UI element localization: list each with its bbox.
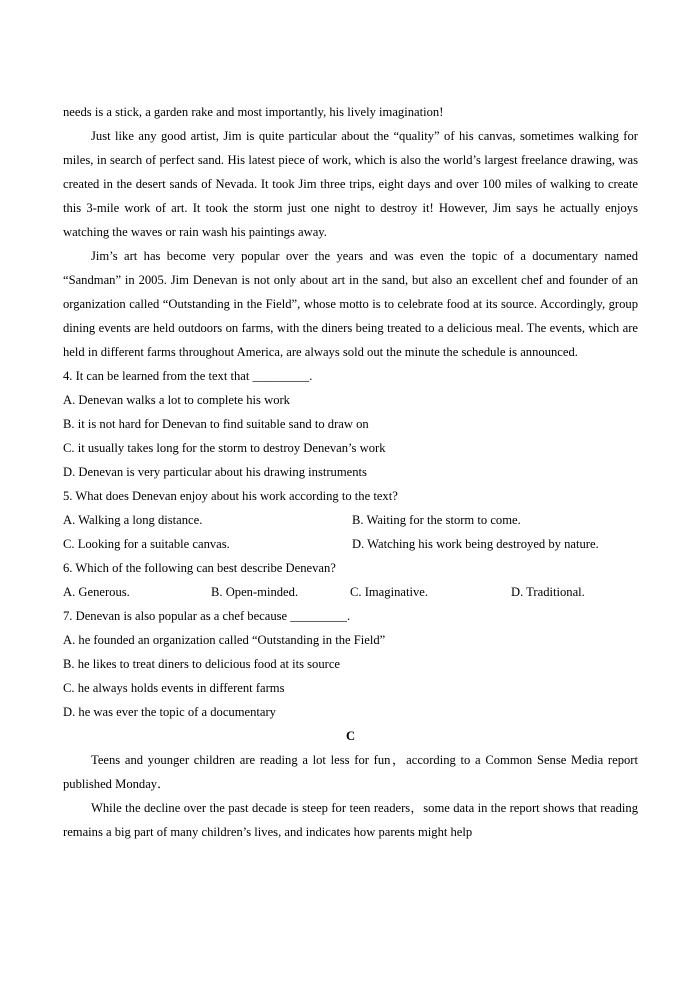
option-c: C. Imaginative. <box>350 585 428 599</box>
option-c: C. it usually takes long for the storm to destroy Denevan’s work <box>63 441 386 455</box>
option-d: D. Denevan is very particular about his drawing instruments <box>63 465 367 479</box>
option-c: C. he always holds events in different farms <box>63 681 285 695</box>
document-page <box>63 100 638 844</box>
question-stem: 7. Denevan is also popular as a chef because _________. <box>63 609 351 623</box>
option-row <box>63 532 638 556</box>
passage-c-paragraph-1: Teens and younger children are reading a lot less for fun，according to a Common Sense Media report published Monday． <box>63 753 638 791</box>
option-b: B. he likes to treat diners to delicious food at its source <box>63 657 341 671</box>
option-b: B. Waiting for the storm to come. <box>352 513 521 527</box>
option-row <box>63 508 638 532</box>
question-7 <box>63 604 638 724</box>
option-a: A. he founded an organization called “Outstanding in the Field” <box>63 633 386 647</box>
question-stem: 4. It can be learned from the text that _________. <box>63 369 313 383</box>
option-d: D. he was ever the topic of a documentary <box>63 705 276 719</box>
option-row <box>63 580 638 604</box>
option-d: D. Traditional. <box>511 585 585 599</box>
option-a: A. Walking a long distance. <box>63 513 203 527</box>
option-c: C. Looking for a suitable canvas. <box>63 537 230 551</box>
passage-b-paragraph-2: Jim’s art has become very popular over the years and was even the topic of a documentary named “Sandman” in 2005. Jim Denevan is not only about art in the sand, but also an excellent chef and founder of an organization called “Outstanding in the Field”, whose motto is to celebrate food at its source. Accordingly, group dining events are held outdoors on farms, with the diners being treated to a delicious meal. The events, which are held in different farms throughout America, are always sold out the minute the schedule is announced. <box>63 249 638 359</box>
question-4 <box>63 364 638 484</box>
question-6 <box>63 556 638 604</box>
question-stem: 5. What does Denevan enjoy about his work according to the text? <box>63 489 398 503</box>
option-a: A. Denevan walks a lot to complete his work <box>63 393 290 407</box>
option-d: D. Watching his work being destroyed by nature. <box>352 537 599 551</box>
option-a: A. Generous. <box>63 585 130 599</box>
passage-b-paragraph-1: Just like any good artist, Jim is quite particular about the “quality” of his canvas, sometimes walking for miles, in search of perfect sand. His latest piece of work, which is also the world’s largest freelance drawing, was created in the desert sands of Nevada. It took Jim three trips, eight days and over 100 miles of walking to create this 3-mile work of art. It took the storm just one night to destroy it! However, Jim says he actually enjoys watching the waves or rain wash his paintings away. <box>63 129 638 239</box>
question-stem: 6. Which of the following can best describe Denevan? <box>63 561 336 575</box>
passage-b-paragraph-0: needs is a stick, a garden rake and most importantly, his lively imagination! <box>63 105 444 119</box>
option-b: B. Open-minded. <box>211 585 299 599</box>
question-5 <box>63 484 638 556</box>
passage-c-paragraph-2: While the decline over the past decade is steep for teen readers，some data in the report shows that reading remains a big part of many children’s lives, and indicates how parents might help <box>63 801 638 839</box>
section-heading-c: C <box>345 729 356 743</box>
option-b: B. it is not hard for Denevan to find suitable sand to draw on <box>63 417 369 431</box>
